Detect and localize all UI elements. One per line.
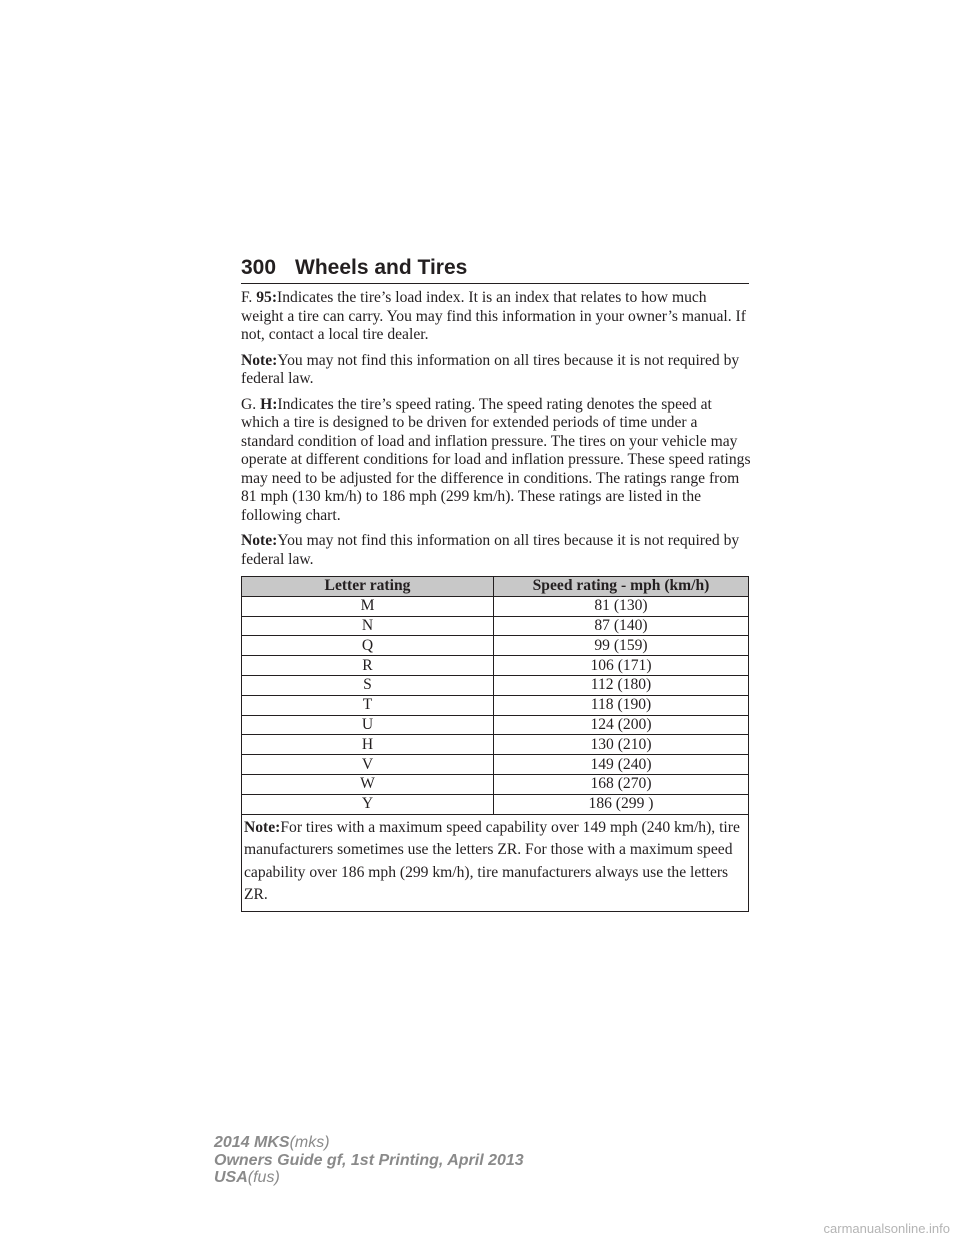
letter-cell: H — [242, 735, 494, 755]
page-header — [241, 255, 749, 284]
speed-rating-table — [241, 576, 749, 912]
table-note-text: For tires with a maximum speed capability over 149 mph (240 km/h), tire manufacturers sometimes use the letters ZR. For those with a maximum speed capability over 186 mph (299 km/h), tire manufacturers always use the letters ZR. — [244, 818, 740, 904]
table-row — [242, 715, 749, 735]
letter-cell: Y — [242, 794, 494, 814]
table-note-label: Note: — [244, 818, 281, 836]
table-row — [242, 675, 749, 695]
footer-model: 2014 MKS — [214, 1134, 290, 1151]
letter-cell: V — [242, 755, 494, 775]
page-number: 300 — [241, 256, 277, 279]
table-note — [242, 814, 749, 911]
site-watermark: carmanualsonline.info — [823, 1221, 950, 1236]
speed-cell: 186 (299 ) — [494, 794, 749, 814]
speed-cell: 168 (270) — [494, 774, 749, 794]
table-row — [242, 616, 749, 636]
table-note-row — [242, 814, 749, 911]
letter-cell: S — [242, 675, 494, 695]
table-header-row — [242, 577, 749, 597]
speed-cell: 124 (200) — [494, 715, 749, 735]
speed-cell: 130 (210) — [494, 735, 749, 755]
table-row — [242, 755, 749, 775]
footer-line-3 — [214, 1169, 524, 1187]
item-letter-f: F. — [241, 289, 253, 306]
footer-line-1 — [214, 1134, 524, 1152]
item-code-g: H: — [260, 395, 278, 413]
item-letter-g: G. — [241, 395, 257, 413]
table-row — [242, 735, 749, 755]
footer-line-2: Owners Guide gf, 1st Printing, April 2013 — [214, 1151, 524, 1169]
note-1 — [241, 352, 751, 389]
note-2 — [241, 532, 751, 569]
footer-region-code: (fus) — [247, 1169, 280, 1186]
letter-cell: Q — [242, 636, 494, 656]
table-row — [242, 774, 749, 794]
column-header-speed-rating: Speed rating - mph (km/h) — [494, 577, 749, 597]
letter-cell: M — [242, 596, 494, 616]
speed-cell: 106 (171) — [494, 656, 749, 676]
speed-cell: 87 (140) — [494, 616, 749, 636]
table-row — [242, 636, 749, 656]
footer-model-code: (mks) — [289, 1134, 330, 1151]
note-1-text: You may not find this information on all tires because it is not required by federal law. — [241, 351, 740, 387]
footer-region: USA — [214, 1169, 248, 1186]
speed-cell: 118 (190) — [494, 695, 749, 715]
table-row — [242, 656, 749, 676]
item-text-g: Indicates the tire’s speed rating. The speed rating denotes the speed at which a tire is designed to be driven for extended periods of time under a standard condition of load and inflation pressure. The tires on your vehicle may operate at different conditions for load and inflation pressure. These speed ratings may need to be adjusted for the difference in conditions. The ratings range from 81 mph (130 km/h) to 186 mph (299 km/h). These ratings are listed in the following chart. — [241, 395, 751, 524]
page-content — [241, 289, 751, 912]
column-header-letter-rating: Letter rating — [242, 577, 494, 597]
section-title: Wheels and Tires — [295, 256, 468, 279]
speed-cell: 112 (180) — [494, 675, 749, 695]
letter-cell: R — [242, 656, 494, 676]
note-label: Note: — [241, 532, 278, 549]
letter-cell: U — [242, 715, 494, 735]
letter-cell: T — [242, 695, 494, 715]
letter-cell: W — [242, 774, 494, 794]
paragraph-g — [241, 396, 751, 526]
table-row — [242, 596, 749, 616]
speed-cell: 99 (159) — [494, 636, 749, 656]
paragraph-f — [241, 289, 751, 345]
item-code-f: 95: — [256, 289, 278, 306]
table-row — [242, 794, 749, 814]
speed-cell: 81 (130) — [494, 596, 749, 616]
speed-cell: 149 (240) — [494, 755, 749, 775]
document-footer — [214, 1134, 524, 1187]
letter-cell: N — [242, 616, 494, 636]
note-2-text: You may not find this information on all tires because it is not required by federal law. — [241, 532, 740, 568]
note-label: Note: — [241, 351, 278, 369]
item-text-f: Indicates the tire’s load index. It is an index that relates to how much weight a tire can carry. You may find this information in your owner’s manual. If not, contact a local tire dealer. — [241, 289, 746, 343]
table-row — [242, 695, 749, 715]
